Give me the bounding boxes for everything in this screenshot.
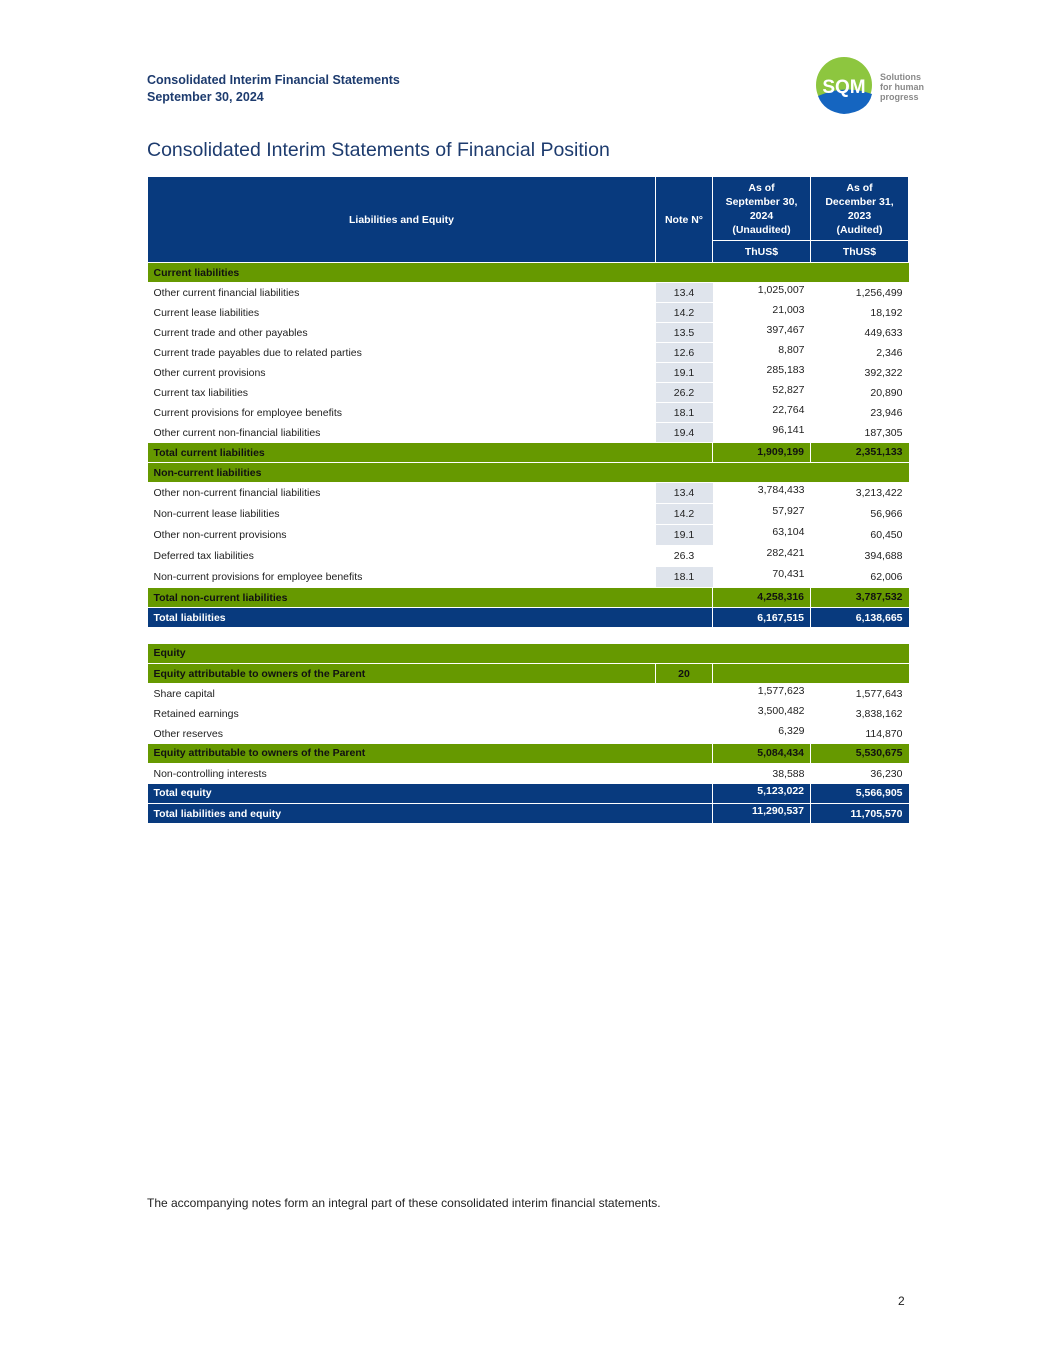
row-current: 63,104 — [772, 525, 805, 538]
row-prior: 3,213,422 — [855, 487, 903, 500]
unit-current: ThUS$ — [713, 241, 811, 263]
table-row — [148, 684, 909, 704]
sqm-logo-mark — [814, 56, 876, 116]
row-prior: 2,346 — [876, 346, 903, 359]
row-prior: 5,530,675 — [811, 744, 909, 764]
row-prior: 187,305 — [864, 426, 903, 439]
row-prior: 20,890 — [870, 386, 903, 399]
row-prior: 1,256,499 — [855, 286, 903, 299]
row-label: Total current liabilities — [148, 443, 713, 463]
row-label: Current tax liabilities — [153, 386, 249, 399]
logo-tagline-line: progress — [880, 92, 919, 102]
logo-tagline-line: Solutions — [880, 72, 921, 82]
row-prior: 11,705,570 — [811, 804, 909, 824]
col-header-line: (Unaudited) — [732, 223, 791, 236]
equity-parent-header-row — [148, 664, 909, 684]
table-row — [148, 504, 909, 525]
row-note: 20 — [656, 664, 713, 684]
row-current: 8,807 — [778, 343, 805, 356]
row-prior: 60,450 — [870, 529, 903, 541]
table-row — [148, 567, 909, 588]
table-row — [148, 546, 909, 567]
table-row — [148, 303, 909, 323]
row-prior: 3,838,162 — [855, 707, 903, 720]
row-note: 13.4 — [656, 483, 713, 504]
row-prior: 114,870 — [865, 727, 903, 740]
row-label: Current provisions for employee benefits — [153, 406, 343, 419]
row-current: 70,431 — [772, 567, 805, 580]
col-header-note: Note N° — [656, 177, 713, 263]
row-current: 282,421 — [766, 546, 805, 559]
row-note: 13.5 — [656, 323, 713, 343]
logo-tagline-line: for human — [880, 82, 924, 92]
row-current: 397,467 — [766, 323, 805, 336]
row-note: 26.3 — [673, 550, 695, 563]
row-prior: 36,230 — [870, 767, 903, 780]
row-current: 5,123,022 — [713, 784, 811, 804]
col-header-current — [713, 177, 811, 241]
section-label: Equity — [148, 644, 909, 664]
row-current: 4,258,316 — [713, 588, 811, 608]
equity-parent-total-row — [148, 744, 909, 764]
section-current-liabilities — [148, 263, 909, 283]
table-row — [148, 343, 909, 363]
col-header-line: 2024 — [749, 209, 774, 222]
table-row — [148, 363, 909, 383]
row-note — [656, 724, 713, 744]
row-note: 18.1 — [656, 567, 713, 588]
row-empty — [713, 664, 909, 684]
row-prior: 2,351,133 — [811, 443, 909, 463]
row-current: 1,025,007 — [757, 284, 805, 296]
total-liabilities-row — [148, 608, 909, 628]
row-label: Other current non-financial liabilities — [153, 426, 321, 439]
document-header — [147, 72, 400, 106]
row-current: 57,927 — [772, 504, 805, 517]
row-note: 14.2 — [656, 504, 713, 525]
table-row — [148, 283, 909, 303]
col-header-item: Liabilities and Equity — [148, 177, 656, 263]
row-note: 26.2 — [656, 383, 713, 403]
row-current: 11,290,537 — [713, 804, 811, 824]
row-label: Share capital — [153, 687, 215, 700]
row-label: Non-current lease liabilities — [153, 508, 280, 520]
table-row — [148, 525, 909, 546]
row-current: 6,329 — [778, 724, 805, 737]
col-header-line: (Audited) — [836, 223, 883, 236]
section-equity — [148, 644, 909, 664]
table-row — [148, 704, 909, 724]
row-prior: 56,966 — [870, 508, 903, 520]
total-equity-row — [148, 784, 909, 804]
row-prior: 449,633 — [864, 326, 903, 339]
row-current: 21,003 — [772, 303, 805, 316]
row-label: Equity attributable to owners of the Parent — [148, 664, 656, 684]
header-date: September 30, 2024 — [147, 90, 264, 104]
row-label: Total non-current liabilities — [148, 588, 713, 608]
footnote: The accompanying notes form an integral part of these consolidated interim financial statements. — [147, 1196, 661, 1210]
row-current: 1,909,199 — [713, 443, 811, 463]
row-label: Current lease liabilities — [153, 306, 260, 319]
row-current: 3,784,433 — [757, 484, 805, 496]
col-header-line: As of — [748, 181, 775, 194]
row-label: Non-controlling interests — [153, 767, 267, 780]
row-prior: 392,322 — [864, 366, 903, 379]
header-title: Consolidated Interim Financial Statements — [147, 73, 400, 87]
section-label: Non-current liabilities — [148, 463, 909, 483]
row-prior: 18,192 — [870, 306, 903, 319]
row-note: 14.2 — [656, 303, 713, 323]
row-current: 22,764 — [772, 403, 805, 416]
row-label: Current trade and other payables — [153, 326, 308, 339]
col-header-line: As of — [846, 181, 873, 194]
row-label: Deferred tax liabilities — [153, 550, 254, 562]
row-current: 285,183 — [766, 363, 805, 376]
row-label: Total liabilities — [148, 608, 713, 628]
table-header-row — [148, 177, 909, 241]
row-label: Other non-current provisions — [153, 529, 287, 541]
row-note: 19.4 — [656, 423, 713, 443]
table-row — [148, 323, 909, 343]
row-prior: 394,688 — [864, 550, 903, 562]
logo-tagline — [880, 72, 924, 102]
row-prior: 6,138,665 — [811, 608, 909, 628]
col-header-line: December 31, — [825, 195, 894, 208]
row-note: 18.1 — [656, 403, 713, 423]
row-current: 3,500,482 — [757, 704, 805, 717]
total-noncurrent-liabilities-row — [148, 588, 909, 608]
row-note: 19.1 — [656, 525, 713, 546]
table-row — [148, 483, 909, 504]
row-current: 52,827 — [772, 383, 805, 396]
row-label: Retained earnings — [153, 707, 239, 720]
col-header-line: 2023 — [847, 209, 872, 222]
row-prior: 3,787,532 — [811, 588, 909, 608]
row-label: Non-current provisions for employee benefits — [153, 571, 363, 583]
table-row — [148, 403, 909, 423]
row-label: Equity attributable to owners of the Parent — [148, 744, 713, 764]
row-label: Other non-current financial liabilities — [153, 487, 321, 500]
row-note — [656, 684, 713, 704]
row-current: 6,167,515 — [713, 608, 811, 628]
table-row — [148, 724, 909, 744]
row-note — [656, 764, 713, 784]
financial-position-table — [147, 176, 909, 824]
unit-prior: ThUS$ — [811, 241, 909, 263]
row-label: Other current provisions — [153, 366, 266, 379]
row-prior: 1,577,643 — [855, 687, 903, 700]
row-prior: 23,946 — [870, 406, 903, 419]
col-header-line: September 30, — [725, 195, 798, 208]
logo-brand: SQM — [822, 77, 866, 98]
section-label: Current liabilities — [148, 263, 909, 283]
row-note: 13.4 — [656, 283, 713, 303]
row-current: 38,588 — [772, 767, 805, 780]
table-spacer — [148, 628, 909, 644]
row-label: Total liabilities and equity — [148, 804, 713, 824]
row-note: 12.6 — [656, 343, 713, 363]
row-current: 96,141 — [772, 423, 805, 436]
sqm-logo — [814, 56, 934, 116]
page-title: Consolidated Interim Statements of Financial Position — [147, 139, 610, 161]
row-note: 19.1 — [656, 363, 713, 383]
row-prior: 5,566,905 — [811, 784, 909, 804]
total-current-liabilities-row — [148, 443, 909, 463]
row-prior: 62,006 — [870, 571, 903, 583]
table-row — [148, 423, 909, 443]
page-number: 2 — [898, 1294, 905, 1308]
row-label: Other current financial liabilities — [153, 286, 300, 299]
col-header-prior — [811, 177, 909, 241]
table-row — [148, 764, 909, 784]
row-label: Other reserves — [153, 727, 223, 740]
section-noncurrent-liabilities — [148, 463, 909, 483]
row-label: Current trade payables due to related parties — [153, 346, 362, 359]
total-liabilities-and-equity-row — [148, 804, 909, 824]
row-current: 5,084,434 — [713, 744, 811, 764]
row-label: Total equity — [148, 784, 713, 804]
row-note — [656, 704, 713, 724]
row-current: 1,577,623 — [757, 685, 805, 697]
table-row — [148, 383, 909, 403]
